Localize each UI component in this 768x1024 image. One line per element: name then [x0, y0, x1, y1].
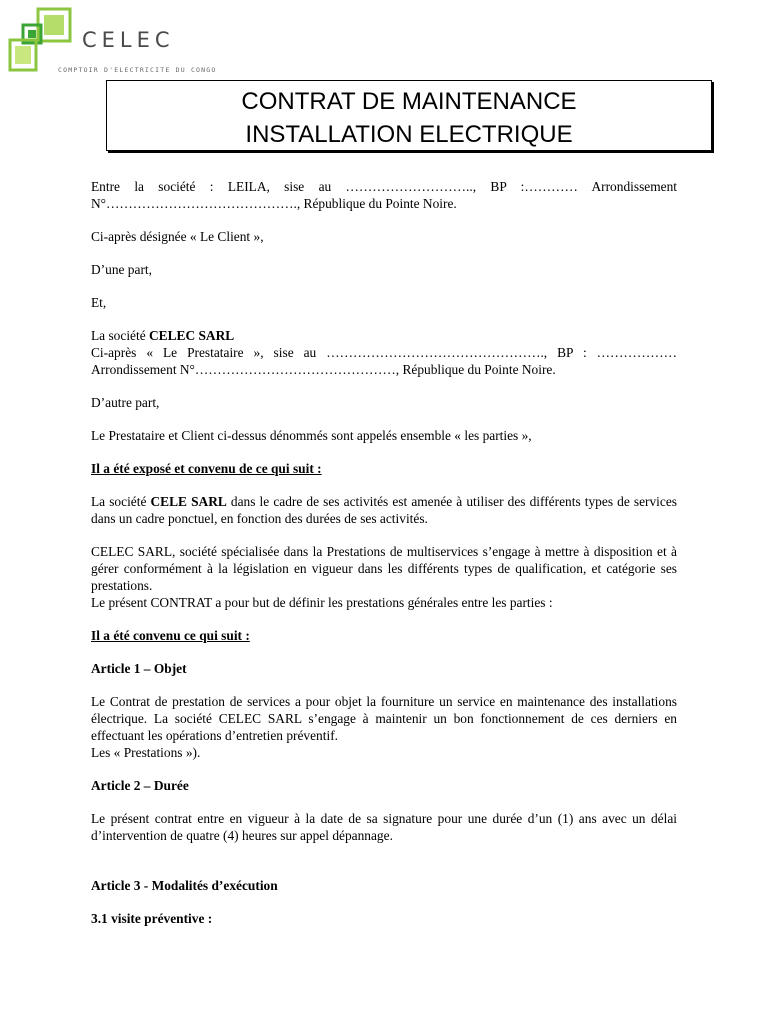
provider-specialization-paragraph: CELEC SARL, société spécialisée dans la Prestations de multiservices s’engage à mettre à disposition et à gérer conformément à la législation en vigueur dans les différents types de qualification, et catégorie ses prestations.: [91, 544, 677, 593]
parties-definition: Le Prestataire et Client ci-dessus dénommés sont appelés ensemble « les parties »,: [91, 428, 532, 443]
article-3-1-subtitle: 3.1 visite préventive :: [91, 911, 213, 926]
document-title: [106, 80, 712, 151]
article-2-title: Article 2 – Durée: [91, 778, 189, 793]
section-heading-agreed: Il a été convenu ce qui suit :: [91, 628, 250, 643]
title-line-2: INSTALLATION ELECTRIQUE: [245, 121, 573, 148]
title-line-1: CONTRAT DE MAINTENANCE: [241, 88, 577, 115]
activities-company: CELE SARL: [150, 494, 227, 509]
first-party-label: D’une part,: [91, 262, 152, 277]
article-3-title: Article 3 - Modalités d’exécution: [91, 878, 278, 893]
brand-name: CELEC: [82, 28, 175, 52]
provider-designation: Ci-après « Le Prestataire », sise au …………………………………………., BP : ……………… Arrondissement N°………………………………………, République du Pointe Noire.: [91, 345, 677, 377]
article-1-text-cont: Les « Prestations »).: [91, 745, 201, 760]
client-designation: Ci-après désignée « Le Client »,: [91, 229, 264, 244]
contract-purpose: Le présent CONTRAT a pour but de définir les prestations générales entre les parties :: [91, 595, 553, 610]
brand-tagline: COMPTOIR D'ELECTRICITE DU CONGO: [58, 66, 217, 74]
provider-name: CELEC SARL: [149, 328, 235, 343]
provider-prefix: La société: [91, 328, 149, 343]
article-1-text: Le Contrat de prestation de services a pour objet la fourniture un service en maintenance des installations électrique. La société CELEC SARL s’engage à maintenir un bon fonctionnement de ces derniers en effectuant les opérations d’entretien préventif.: [91, 694, 677, 743]
article-2-text: Le présent contrat entre en vigueur à la date de sa signature pour une durée d’un (1) ans avec un délai d’intervention de quatre (4) heures sur appel dépannage.: [91, 811, 677, 843]
document-body: [91, 178, 677, 943]
company-logo: [8, 6, 268, 76]
activities-rest: dans le cadre de ses activités est amenée à utiliser des différents types de services dans un cadre ponctuel, en fonction des durées de ses activités.: [91, 494, 677, 526]
activities-prefix: La société: [91, 494, 151, 509]
parties-client-paragraph: Entre la société : LEILA, sise au ……………………….., BP :………… Arrondissement N°……………………………………., République du Pointe Noire.: [91, 179, 677, 211]
provider-name-line: [91, 327, 677, 344]
celec-logo-icon: [8, 6, 74, 74]
and-label: Et,: [91, 295, 107, 310]
provider-activities-paragraph: [91, 493, 677, 527]
second-party-label: D’autre part,: [91, 395, 160, 410]
article-1-title: Article 1 – Objet: [91, 661, 187, 676]
section-heading-exposed: Il a été exposé et convenu de ce qui suit :: [91, 461, 322, 476]
